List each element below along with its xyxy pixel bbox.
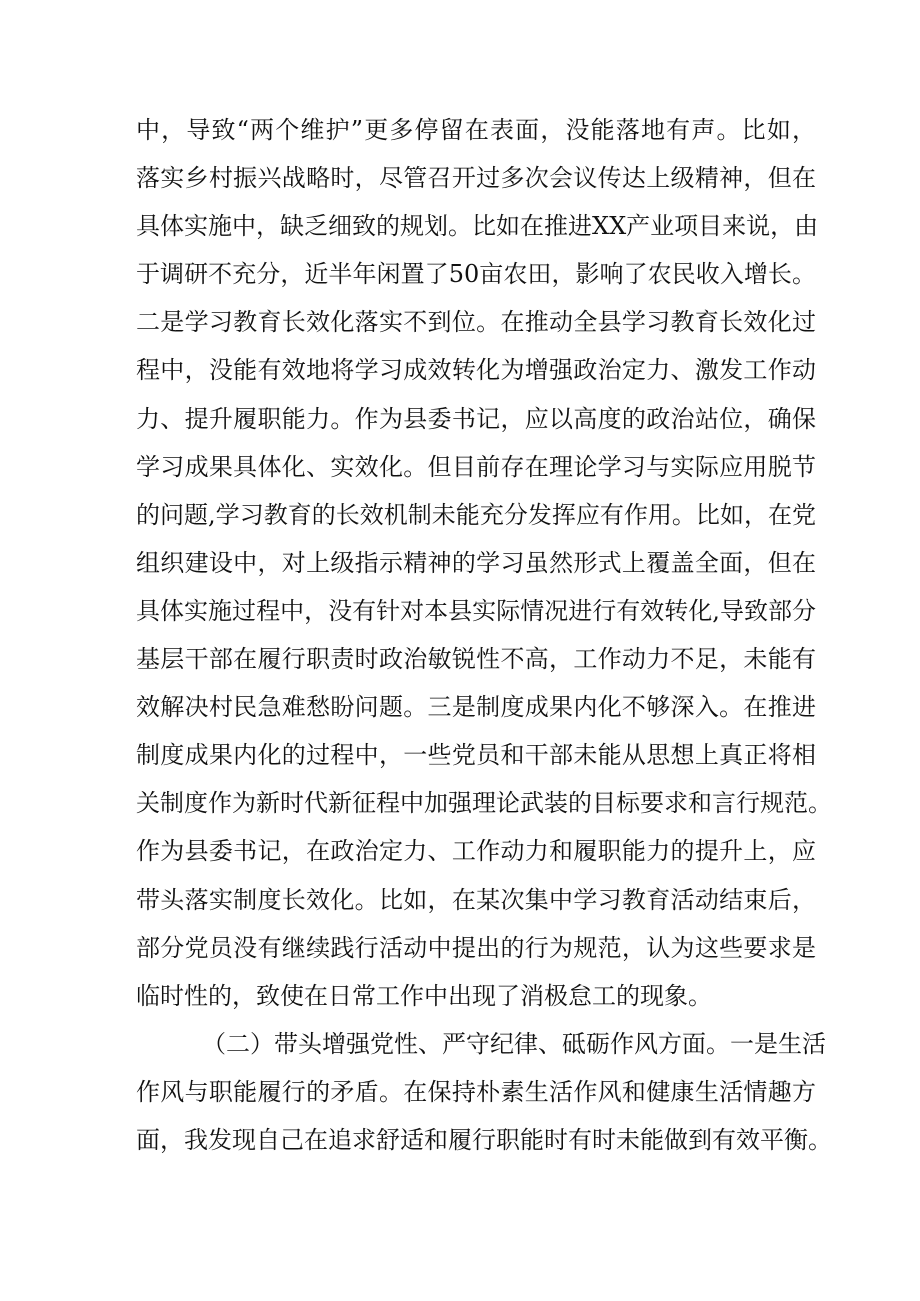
text-line: 作为县委书记，在政治定力、工作动力和履职能力的提升上，应 [136,837,816,866]
text-line: 二是学习教育长效化落实不到位。在推动全县学习教育长效化过 [136,308,816,337]
text-line: 部分党员没有继续践行活动中提出的行为规范，认为这些要求是 [136,933,816,962]
text-line: 基层干部在履行职责时政治敏锐性不高，工作动力不足，未能有 [136,645,816,674]
text-line: 临时性的，致使在日常工作中出现了消极怠工的现象。 [136,981,712,1010]
text-line: 学习成果具体化、实效化。但目前存在理论学习与实际应用脱节 [136,452,816,481]
text-line: 组织建设中，对上级指示精神的学习虽然形式上覆盖全面，但在 [136,548,816,577]
text-line: 落实乡村振兴战略时，尽管召开过多次会议传达上级精神，但在 [136,164,816,193]
text-line: 中，导致“两个维护”更多停留在表面，没能落地有声。比如， [136,116,816,144]
text-line: 带头落实制度长效化。比如，在某次集中学习教育活动结束后， [136,885,816,914]
text-line: 面，我发现自己在追求舒适和履行职能时有时未能做到有效平衡。 [136,1125,832,1154]
text-line: 程中，没能有效地将学习成效转化为增强政治定力、激发工作动 [136,356,816,385]
text-line: 力、提升履职能力。作为县委书记，应以高度的政治站位，确保 [136,404,816,433]
text-line: 制度成果内化的过程中，一些党员和干部未能从思想上真正将相 [136,741,816,770]
text-line: 效解决村民急难愁盼问题。三是制度成果内化不够深入。在推进 [136,693,816,722]
document-body [136,106,832,1164]
text-line: 具体实施中，缺乏细致的规划。比如在推进XX产业项目来说，由 [136,212,819,241]
text-line: 于调研不充分，近半年闲置了50亩农田，影响了农民收入增长。 [136,260,816,289]
section-heading-line: （二）带头增强党性、严守纪律、砥砺作风方面。一是生活 [202,1029,826,1058]
text-line: 的问题,学习教育的长效机制未能充分发挥应有作用。比如，在党 [136,500,816,529]
text-line: 具体实施过程中，没有针对本县实际情况进行有效转化,导致部分 [136,596,816,625]
text-line: 作风与职能履行的矛盾。在保持朴素生活作风和健康生活情趣方 [136,1077,816,1106]
text-line: 关制度作为新时代新征程中加强理论武装的目标要求和言行规范。 [136,789,832,818]
